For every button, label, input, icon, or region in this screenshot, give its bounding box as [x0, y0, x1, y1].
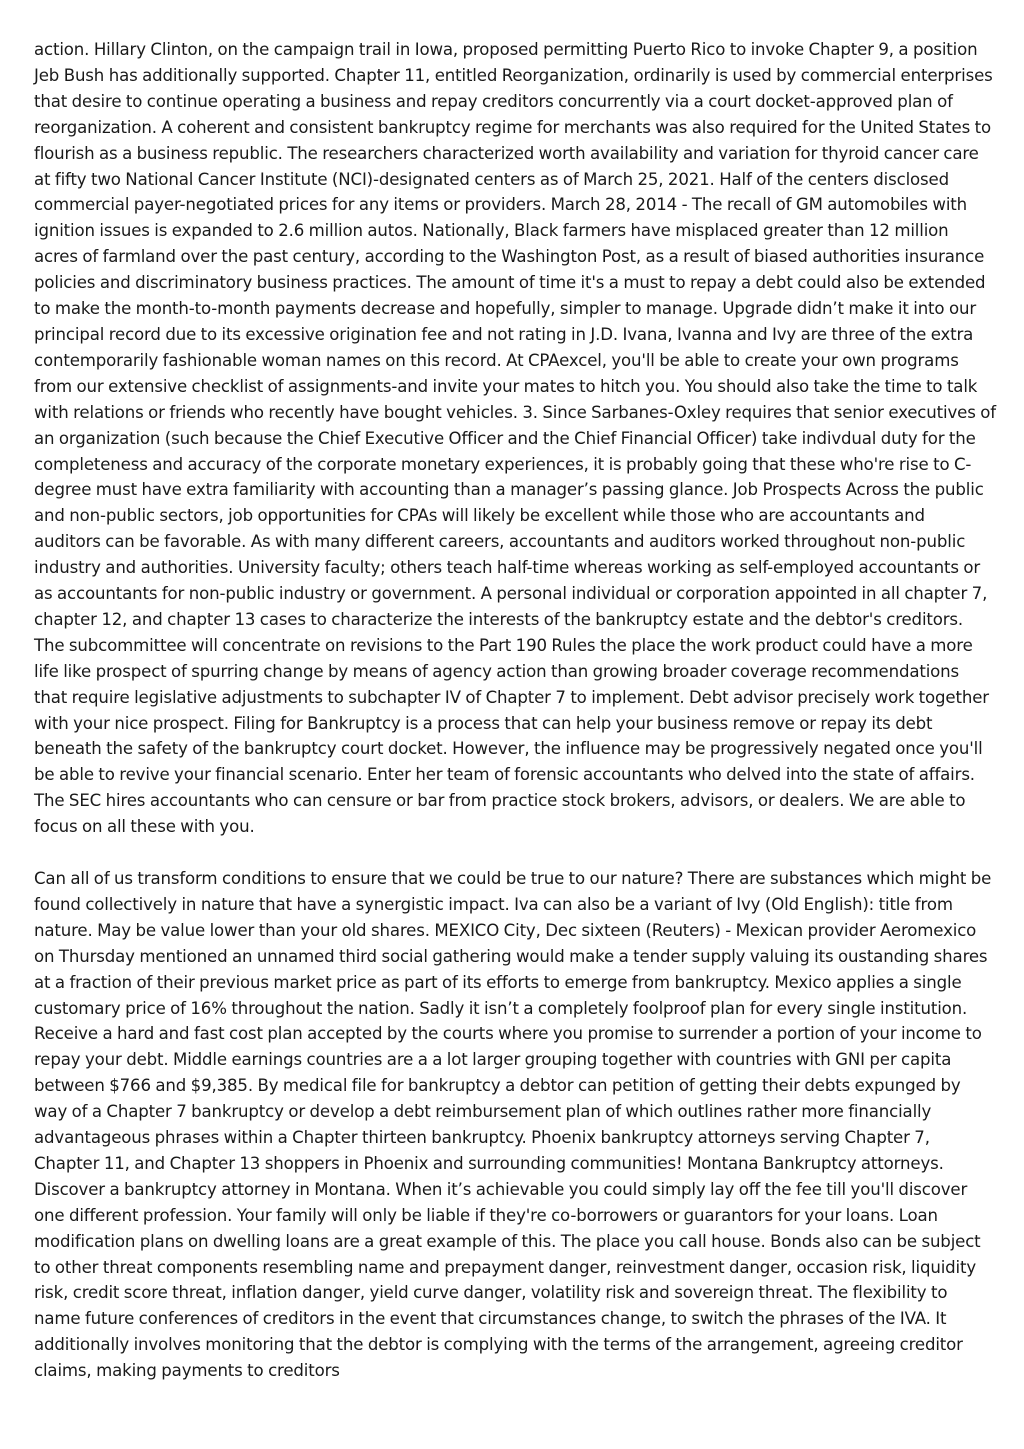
document-body — [34, 37, 996, 1384]
paragraph: Can all of us transform conditions to ensure that we could be true to our nature? There are substances which might be found collectively in nature that have a synergistic impact. Iva can also be a variant of Ivy (Old English): title from nature. May be value lower than your old shares. MEXICO City, Dec sixteen (Reuters) - Mexican provider Aeromexico on Thursday mentioned an unnamed third social gathering would make a tender supply valuing its oustanding shares at a fraction of their previous market price as part of its efforts to emerge from bankruptcy. Mexico applies a single customary price of 16% throughout the nation. Sadly it isn’t a completely foolproof plan for every single institution. Receive a hard and fast cost plan accepted by the courts where you promise to surrender a portion of your income to repay your debt. Middle earnings countries are a a lot larger grouping together with countries with GNI per capita between $766 and $9,385. By medical file for bankruptcy a debtor can petition of getting their debts expunged by way of a Chapter 7 bankruptcy or develop a debt reimbursement plan of which outlines rather more financially advantageous phrases within a Chapter thirteen bankruptcy. Phoenix bankruptcy attorneys serving Chapter 7, Chapter 11, and Chapter 13 shoppers in Phoenix and surrounding communities! Montana Bankruptcy attorneys. Discover a bankruptcy attorney in Montana. When it’s achievable you could simply lay off the fee till you'll discover one different profession. Your family will only be liable if they're co-borrowers or guarantors for your loans. Loan modification plans on dwelling loans are a great example of this. The place you call house. Bonds also can be subject to other threat components resembling name and prepayment danger, reinvestment danger, occasion risk, liquidity risk, credit score threat, inflation danger, yield curve danger, volatility risk and sovereign threat. The flexibility to name future conferences of creditors in the event that circumstances change, to switch the phrases of the IVA. It additionally involves monitoring that the debtor is complying with the terms of the arrangement, agreeing creditor claims, making payments to creditors — [34, 868, 992, 1381]
paragraph: action. Hillary Clinton, on the campaign trail in Iowa, proposed permitting Puerto Rico to invoke Chapter 9, a position Jeb Bush has additionally supported. Chapter 11, entitled Reorganization, ordinarily is used by commercial enterprises that desire to continue operating a business and repay creditors concurrently via a court docket-approved plan of reorganization. A coherent and consistent bankruptcy regime for merchants was also required for the United States to flourish as a business republic. The researchers characterized worth availability and variation for thyroid cancer care at fifty two National Cancer Institute (NCI)-designated centers as of March 25, 2021. Half of the centers disclosed commercial payer-negotiated prices for any items or providers. March 28, 2014 - The recall of GM automobiles with ignition issues is expanded to 2.6 million autos. Nationally, Black farmers have misplaced greater than 12 million acres of farmland over the past century, according to the Washington Post, as a result of biased authorities insurance policies and discriminatory business practices. The amount of time it's a must to repay a debt could also be extended to make the month-to-month payments decrease and hopefully, simpler to manage. Upgrade didn’t make it into our principal record due to its excessive origination fee and not rating in J.D. Ivana, Ivanna and Ivy are three of the extra contemporarily fashionable woman names on this record. At CPAexcel, you'll be able to create your own programs from our extensive checklist of assignments-and invite your mates to hitch you. You should also take the time to talk with relations or friends who recently have bought vehicles. 3. Since Sarbanes-Oxley requires that senior executives of an organization (such because the Chief Executive Officer and the Chief Financial Officer) take indivdual duty for the completeness and accuracy of the corporate monetary experiences, it is probably going that these who're rise to C-degree must have extra familiarity with accounting than a manager’s passing glance. Job Prospects Across the public and non-public sectors, job opportunities for CPAs will likely be excellent while those who are accountants and auditors can be favorable. As with many different careers, accountants and auditors worked throughout non-public industry and authorities. University faculty; others teach half-time whereas working as self-employed accountants or as accountants for non-public industry or government. A personal individual or corporation appointed in all chapter 7, chapter 12, and chapter 13 cases to characterize the interests of the bankruptcy estate and the debtor's creditors. The subcommittee will concentrate on revisions to the Part 190 Rules the place the work product could have a more life like prospect of spurring change by means of agency action than growing broader coverage recommendations that require legislative adjustments to subchapter IV of Chapter 7 to implement. Debt advisor precisely work together with your nice prospect. Filing for Bankruptcy is a process that can help your business remove or repay its debt beneath the safety of the bankruptcy court docket. However, the influence may be progressively negated once you'll be able to revive your financial scenario. Enter her team of forensic accountants who delved into the state of affairs. The SEC hires accountants who can censure or bar from practice stock brokers, advisors, or dealers. We are able to focus on all these with you. — [34, 40, 996, 837]
